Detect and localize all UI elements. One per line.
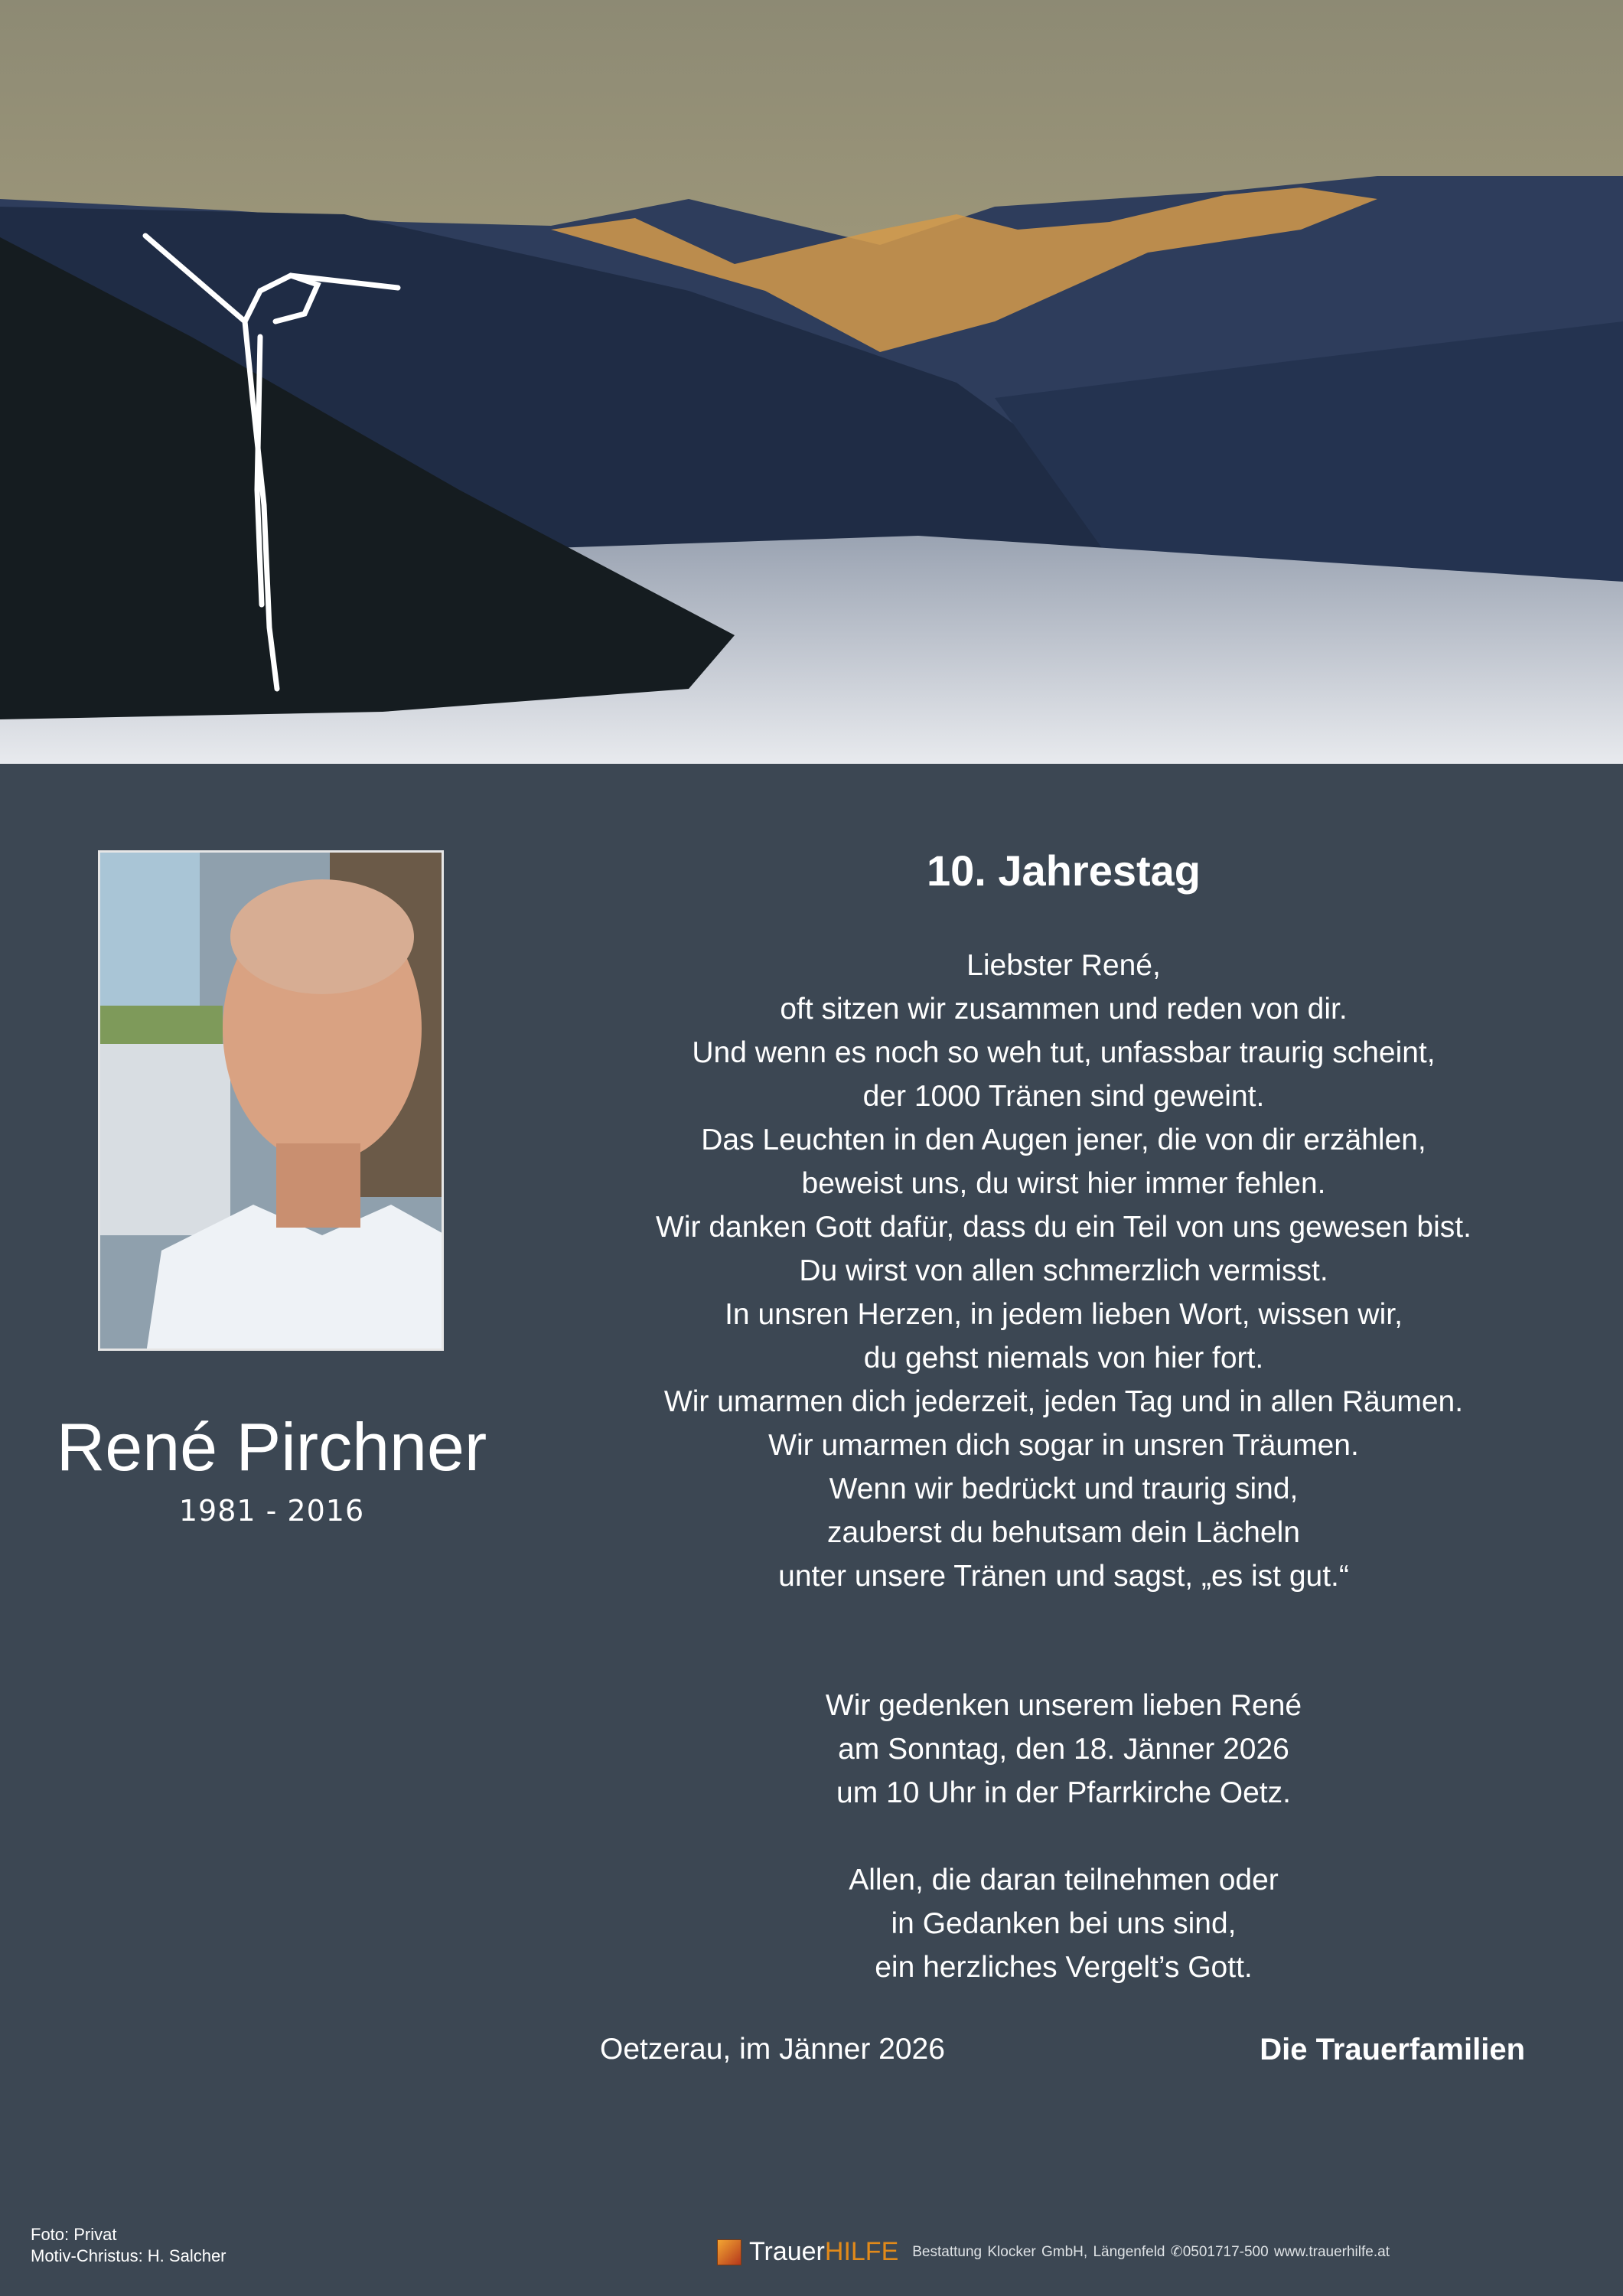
memorial-service-info [582,1684,1546,1815]
portrait-photo [98,850,444,1351]
poem-line: Und wenn es noch so weh tut, unfassbar traurig scheint, [692,1036,1436,1069]
thanks-line: ein herzliches Vergelt’s Gott. [875,1951,1253,1984]
poem-line: unter unsere Tränen und sagst, „es ist gut.“ [778,1560,1349,1593]
memorial-time: um 10 Uhr [836,1776,976,1809]
motif-credit: Motiv-Christus: H. Salcher [31,2246,227,2265]
poem-line: In unsren Herzen, in jedem lieben Wort, wissen wir, [725,1298,1403,1331]
memorial-time-line [582,1771,1546,1815]
poem-line: Wir danken Gott dafür, dass du ein Teil von uns gewesen bist. [656,1211,1471,1244]
poem-line: Liebster René, [966,949,1161,982]
poem-line: der 1000 Tränen sind geweint. [862,1080,1265,1113]
image-credits [31,2224,227,2267]
brand-name-part: Trauer [749,2237,825,2266]
signature: Die Trauerfamilien [1260,2033,1525,2066]
header-landscape-image [0,0,1623,764]
poem [582,944,1546,1598]
poem-line: zauberst du behutsam dein Lächeln [827,1516,1300,1549]
thanks-text [582,1858,1546,1989]
poem-line: oft sitzen wir zusammen und reden von dir. [780,993,1348,1026]
life-years: 1981 - 2016 [178,1494,365,1528]
brand-name [749,2237,898,2267]
photo-credit: Foto: Privat [31,2225,117,2244]
poem-line: Wir umarmen dich jederzeit, jeden Tag und in allen Räumen. [663,1385,1464,1418]
trauerhilfe-logo-icon [717,2239,741,2265]
anniversary-title: 10. Jahrestag [927,846,1201,895]
footer-branding [717,2237,1390,2267]
poem-line: beweist uns, du wirst hier immer fehlen. [801,1167,1326,1200]
footer-contact-info: Bestattung Klocker GmbH, Längenfeld ✆0501717-500 www.trauerhilfe.at [912,2244,1390,2260]
deceased-name: René Pirchner [56,1409,487,1485]
poem-line: du gehst niemals von hier fort. [863,1342,1264,1375]
poem-line: Wenn wir bedrückt und traurig sind, [829,1473,1299,1505]
memorial-date: Sonntag, den 18. Jänner 2026 [888,1733,1289,1766]
memorial-date-prefix: am [838,1733,888,1766]
poem-line: Das Leuchten in den Augen jener, die von dir erzählen, [701,1124,1426,1156]
brand-name-highlight: HILFE [824,2237,899,2266]
memorial-line: Wir gedenken unserem lieben René [825,1689,1302,1722]
place-date: Oetzerau, im Jänner 2026 [600,2033,945,2066]
poem-line: Wir umarmen dich sogar in unsren Träumen. [768,1429,1359,1462]
memorial-location: in der Pfarrkirche Oetz. [976,1776,1291,1809]
poem-line: Du wirst von allen schmerzlich vermisst. [799,1254,1328,1287]
thanks-line: in Gedanken bei uns sind, [891,1907,1237,1940]
memorial-date-line [582,1727,1546,1771]
thanks-line: Allen, die daran teilnehmen oder [849,1864,1279,1896]
